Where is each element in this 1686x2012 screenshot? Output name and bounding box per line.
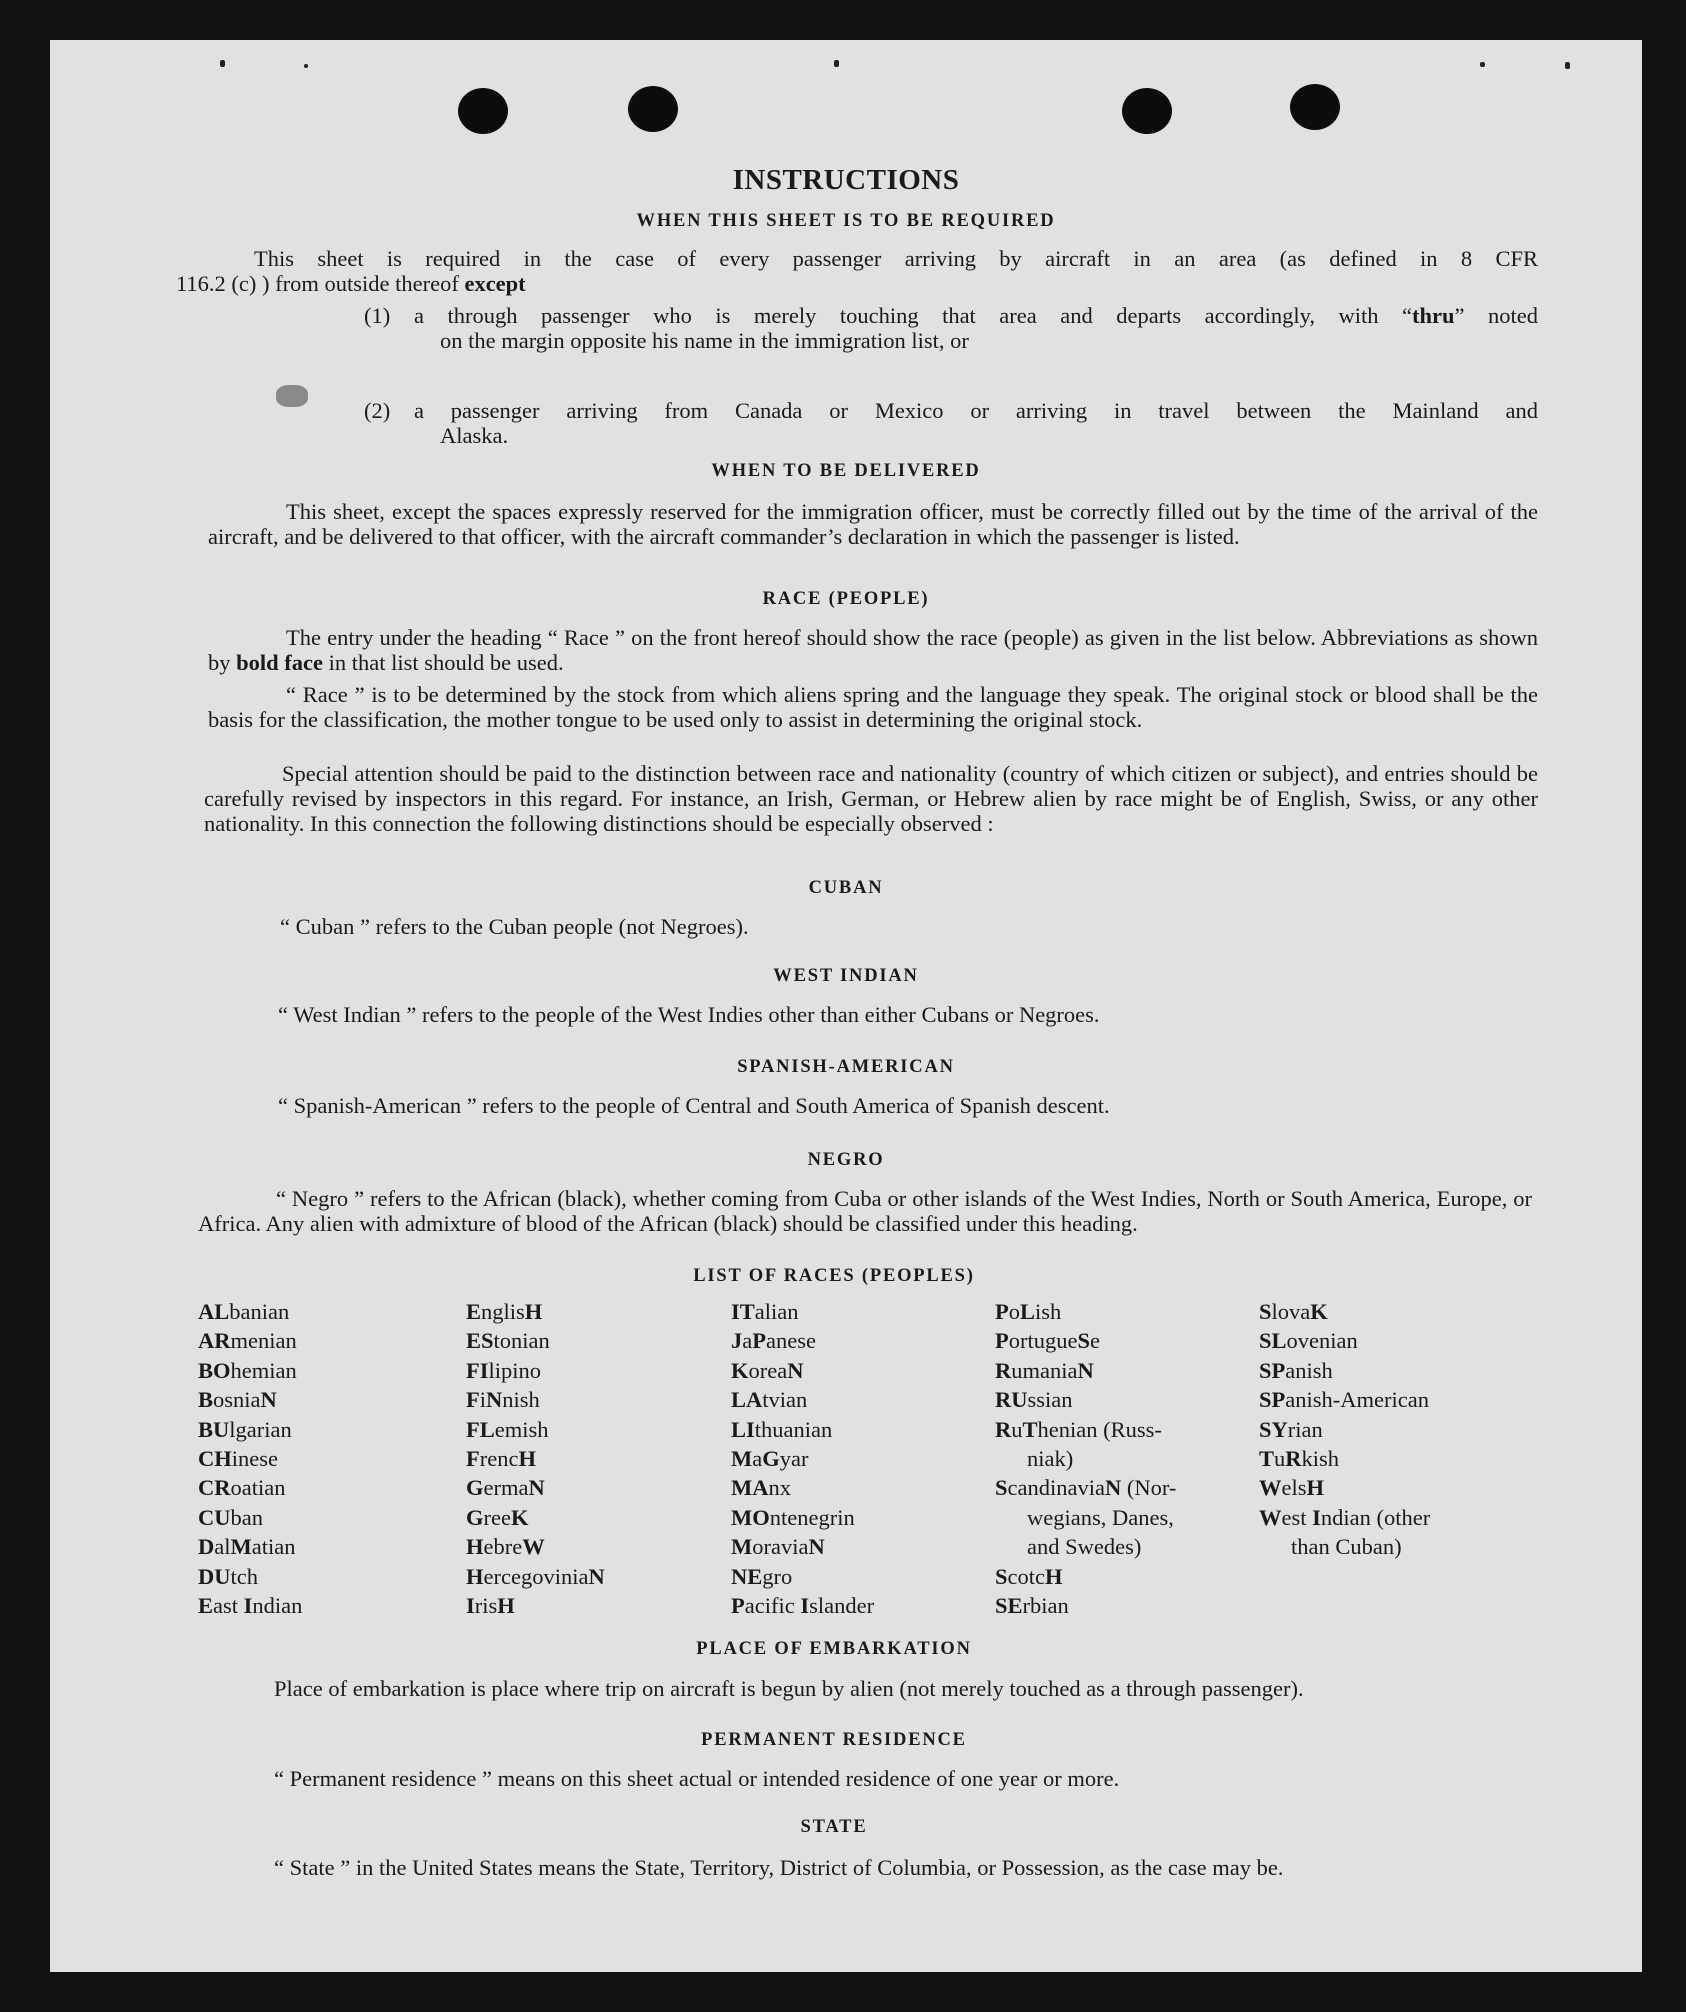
race-abbrev: SE [995, 1593, 1023, 1619]
race-text: tonian [493, 1328, 550, 1354]
race-abbrev: B [198, 1387, 214, 1413]
race-text: lipino [488, 1357, 542, 1383]
race-abbrev: F [466, 1446, 480, 1472]
item-text [414, 398, 1538, 448]
race-entry [198, 1444, 302, 1473]
item-text [414, 303, 1538, 353]
heading-embarkation: PLACE OF EMBARKATION [696, 1639, 972, 1659]
race-abbrev: CH [198, 1446, 232, 1472]
race-entry [198, 1385, 302, 1414]
race-abbrev: G [466, 1475, 484, 1501]
race-text: ree [483, 1504, 511, 1530]
race-text: cotc [1007, 1563, 1045, 1589]
race-text: yar [779, 1446, 809, 1472]
race-text: candinavia [1007, 1475, 1105, 1501]
race-entry [466, 1415, 605, 1444]
race-abbrev: ES [466, 1328, 494, 1354]
race-text: ban [230, 1504, 263, 1530]
race-entry [198, 1473, 302, 1502]
race-abbrev: AR [198, 1328, 231, 1354]
race-text: umania [1011, 1357, 1078, 1383]
race-abbrev: MO [731, 1504, 770, 1530]
document-page [50, 40, 1642, 1972]
page-title: INSTRUCTIONS [732, 164, 960, 196]
race-text: lgarian [229, 1416, 292, 1442]
race-entry [995, 1503, 1176, 1532]
race-abbrev: T [1259, 1446, 1275, 1472]
race-text: (Nor- [1121, 1475, 1177, 1501]
heading-negro: NEGRO [807, 1150, 885, 1170]
race-abbrev: CU [198, 1504, 231, 1530]
race-abbrev: H [466, 1534, 484, 1560]
race-entry [995, 1444, 1176, 1473]
heading-permanent-residence: PERMANENT RESIDENCE [701, 1730, 967, 1750]
heading-spanish-american: SPANISH-AMERICAN [737, 1057, 955, 1077]
race-text: a [752, 1446, 763, 1472]
race-entry [466, 1297, 605, 1326]
race-abbrev: E [466, 1299, 482, 1324]
race-abbrev: M [731, 1534, 753, 1560]
heading-west-indian: WEST INDIAN [773, 966, 919, 986]
speck [1565, 62, 1570, 69]
required-intro-line1: This sheet is required in the case of every passenger arriving by aircraft in an area (as defined in 8 CFR [254, 246, 1538, 271]
race-entry [466, 1356, 605, 1385]
race-entry [466, 1326, 605, 1355]
race-abbrev: N [588, 1563, 605, 1589]
race-abbrev: S [1259, 1299, 1272, 1324]
race-abbrev: J [731, 1328, 743, 1354]
race-entry [198, 1562, 302, 1591]
race-abbrev: S [995, 1563, 1008, 1589]
race-text: nx [768, 1475, 791, 1501]
race-abbrev: R [1285, 1446, 1302, 1472]
required-intro-except: except [464, 271, 526, 296]
race-entry [731, 1326, 874, 1355]
race-abbrev: K [510, 1504, 529, 1530]
cuban-text: “ Cuban ” refers to the Cuban people (not Negroes). [280, 914, 749, 939]
race-text: i [479, 1387, 487, 1413]
race-abbrev: L [1020, 1299, 1036, 1324]
race-entry [1259, 1356, 1430, 1385]
race-text: gro [762, 1563, 793, 1589]
race-abbrev: I [243, 1593, 253, 1619]
required-item-2 [364, 398, 1538, 450]
race-entry [995, 1356, 1176, 1385]
race-abbrev: W [1259, 1504, 1282, 1530]
races-column-2 [466, 1297, 605, 1620]
race-entry [731, 1532, 874, 1561]
race-abbrev: F [466, 1387, 480, 1413]
item1-line1-end: ” noted [1454, 303, 1538, 328]
race-text: rian [1287, 1416, 1323, 1442]
race-abbrev: SL [1259, 1328, 1287, 1354]
race-text: tvian [762, 1387, 808, 1413]
race-text: oravia [752, 1534, 809, 1560]
race-entry [731, 1591, 874, 1620]
required-intro [176, 246, 1538, 296]
heading-race: RACE (PEOPLE) [762, 589, 930, 609]
race-paragraph-2 [208, 682, 1538, 732]
heading-when-delivered: WHEN TO BE DELIVERED [711, 461, 981, 481]
speck [1480, 62, 1485, 67]
race-abbrev: BU [198, 1416, 230, 1442]
race-abbrev: M [230, 1534, 252, 1560]
race-abbrev: BO [198, 1357, 231, 1383]
race-abbrev: N [1104, 1475, 1122, 1501]
race-abbrev: FL [466, 1416, 495, 1442]
race-entry [198, 1297, 302, 1326]
residence-text: “ Permanent residence ” means on this sheet actual or intended residence of one year or more. [274, 1766, 1120, 1791]
race-abbrev: I [1312, 1504, 1321, 1530]
race-text: slander [809, 1593, 875, 1619]
race-text: henian (Russ- [1037, 1416, 1162, 1442]
race-text: kish [1301, 1446, 1340, 1472]
race-entry [731, 1385, 874, 1414]
race-text: al [214, 1534, 231, 1560]
race-entry [466, 1473, 605, 1502]
race-text: niak) [1027, 1446, 1074, 1472]
race-abbrev: I [466, 1593, 475, 1619]
race-p1-end: in that list should be used. [328, 650, 564, 675]
race-abbrev: R [995, 1357, 1012, 1383]
race-abbrev: P [731, 1593, 745, 1619]
race-abbrev: P [752, 1328, 766, 1354]
race-text: ish [1035, 1299, 1062, 1324]
race-text: els [1281, 1475, 1307, 1501]
race-abbrev: K [1310, 1299, 1328, 1324]
race-abbrev: MA [731, 1475, 769, 1501]
race-text: ortugue [1008, 1328, 1078, 1354]
race-text: est [1281, 1504, 1313, 1530]
race-text: rbian [1022, 1593, 1069, 1619]
race-abbrev: SP [1259, 1387, 1286, 1413]
delivered-text [208, 499, 1538, 549]
race-entry [731, 1356, 874, 1385]
required-intro-line2 [176, 271, 1538, 296]
race-abbrev: FI [466, 1357, 489, 1383]
item1-thru: thru [1412, 303, 1455, 328]
punch-hole-4 [1290, 84, 1340, 130]
required-item-1 [364, 303, 1538, 355]
race-entry [1259, 1415, 1430, 1444]
race-abbrev: P [995, 1299, 1009, 1324]
race-entry [466, 1591, 605, 1620]
speck [834, 60, 839, 67]
race-abbrev: H [518, 1446, 536, 1472]
race-text: renc [479, 1446, 519, 1472]
embarkation-text [196, 1674, 1532, 1703]
race-text: ndian [252, 1593, 303, 1619]
race-abbrev: N [528, 1475, 545, 1501]
west-indian-text: “ West Indian ” refers to the people of the West Indies other than either Cubans or Negroes. [278, 1002, 1100, 1027]
race-p3: Special attention should be paid to the distinction between race and nationality (country of which citizen or subject), and entries should be carefully revised by inspectors in this regard. For instance, an Irish, German, or Hebrew alien by race might be of English, Swiss, or any other nationality. In this connection the following distinctions should be especially observed : [204, 761, 1538, 836]
race-abbrev: N [260, 1387, 277, 1413]
race-entry [731, 1415, 874, 1444]
races-column-5 [1259, 1297, 1430, 1562]
race-abbrev: I [800, 1593, 810, 1619]
race-entry [198, 1591, 302, 1620]
speck [304, 64, 308, 68]
race-text: inese [231, 1446, 278, 1472]
race-entry [731, 1444, 874, 1473]
race-text: osnia [213, 1387, 261, 1413]
race-p2: “ Race ” is to be determined by the stock from which aliens spring and the language they speak. The original stock or blood shall be the basis for the classification, the mother tongue to be used only to assist in determining the original stock. [208, 682, 1538, 732]
race-entry [1259, 1444, 1430, 1473]
race-abbrev: SP [1259, 1357, 1286, 1383]
race-entry [1259, 1326, 1430, 1355]
race-text: oatian [230, 1475, 286, 1501]
race-text: lova [1271, 1299, 1311, 1324]
race-abbrev: P [995, 1328, 1009, 1354]
race-entry [731, 1503, 874, 1532]
race-entry [995, 1532, 1176, 1561]
race-entry [198, 1503, 302, 1532]
race-abbrev: IT [731, 1299, 755, 1324]
race-text: wegians, Danes, [1027, 1504, 1174, 1530]
race-text: o [1008, 1299, 1020, 1324]
race-abbrev: CR [198, 1475, 231, 1501]
race-text: emish [494, 1416, 549, 1442]
race-text: ovenian [1286, 1328, 1358, 1354]
race-entry [466, 1444, 605, 1473]
race-abbrev: N [787, 1357, 804, 1383]
punch-hole-3 [1122, 88, 1172, 134]
race-entry [995, 1297, 1176, 1326]
race-entry [466, 1562, 605, 1591]
race-entry [1259, 1503, 1430, 1532]
item1-line1-text: a through passenger who is merely touching that area and departs accordingly, with “ [414, 303, 1413, 328]
race-entry [995, 1415, 1176, 1444]
race-entry [198, 1326, 302, 1355]
race-text: ebre [483, 1534, 523, 1560]
race-text: alian [754, 1299, 799, 1324]
race-entry [198, 1415, 302, 1444]
race-entry [466, 1532, 605, 1561]
race-entry [466, 1385, 605, 1414]
race-text: banian [229, 1299, 290, 1324]
embarkation-paragraph: Place of embarkation is place where trip on aircraft is begun by alien (not merely touched as a through passenger). [274, 1676, 1304, 1701]
ink-smudge [276, 385, 308, 407]
race-abbrev: H [1306, 1475, 1325, 1501]
race-text: thuanian [754, 1416, 833, 1442]
race-text: and Swedes) [1027, 1534, 1142, 1560]
race-abbrev: M [731, 1446, 753, 1472]
item2-line1: a passenger arriving from Canada or Mexico or arriving in travel between the Mainland and [414, 398, 1538, 423]
race-abbrev: R [995, 1416, 1012, 1442]
item-number: (1) [364, 303, 391, 328]
race-abbrev: DU [198, 1563, 231, 1589]
race-text: ercegovinia [483, 1563, 589, 1589]
race-abbrev: RU [995, 1387, 1028, 1413]
punch-hole-2 [628, 86, 678, 132]
race-text: nish [502, 1387, 540, 1413]
race-abbrev: H [497, 1593, 515, 1619]
race-abbrev: H [466, 1563, 484, 1589]
race-abbrev: SY [1259, 1416, 1288, 1442]
race-abbrev: G [762, 1446, 780, 1472]
race-text: nglis [481, 1299, 525, 1324]
race-abbrev: D [198, 1534, 215, 1560]
race-text: anish [1285, 1357, 1333, 1383]
race-paragraph-1 [208, 625, 1538, 675]
race-text: anish-American [1285, 1387, 1429, 1413]
race-abbrev: S [1077, 1328, 1090, 1354]
item-number: (2) [364, 398, 391, 423]
race-text: e [1090, 1328, 1100, 1354]
race-abbrev: N [486, 1387, 503, 1413]
race-text: ssian [1027, 1387, 1073, 1413]
heading-cuban: CUBAN [808, 878, 884, 898]
race-entry [995, 1385, 1176, 1414]
race-abbrev: AL [198, 1299, 230, 1324]
negro-text [198, 1186, 1532, 1236]
race-abbrev: H [524, 1299, 543, 1324]
race-entry [198, 1356, 302, 1385]
race-text: erma [483, 1475, 529, 1501]
state-text [196, 1853, 1532, 1883]
race-text: anese [766, 1328, 816, 1354]
race-entry [1259, 1297, 1430, 1326]
race-text: ris [474, 1593, 498, 1619]
state-paragraph: “ State ” in the United States means the State, Territory, District of Columbia, or Possession, as the case may be. [274, 1855, 1284, 1880]
race-text: atian [251, 1534, 296, 1560]
race-abbrev: W [522, 1534, 545, 1560]
race-p1 [208, 625, 1538, 675]
race-entry [1259, 1532, 1430, 1561]
race-text: acific [744, 1593, 801, 1619]
race-abbrev: K [731, 1357, 749, 1383]
race-p1-bold: bold face [236, 650, 323, 675]
item2-line2: Alaska. [440, 423, 509, 448]
races-column-4 [995, 1297, 1176, 1620]
race-abbrev: G [466, 1504, 484, 1530]
race-text: orea [748, 1357, 788, 1383]
race-text: ast [213, 1593, 244, 1619]
race-text: u [1011, 1416, 1023, 1442]
race-abbrev: NE [731, 1563, 763, 1589]
race-entry [466, 1503, 605, 1532]
race-abbrev: LA [731, 1387, 763, 1413]
delivered-paragraph: This sheet, except the spaces expressly reserved for the immigration officer, must be correctly filled out by the time of the arrival of the aircraft, and be delivered to that officer, with the aircraft commander’s declaration in which the passenger is listed. [208, 499, 1538, 549]
races-column-1 [198, 1297, 302, 1620]
heading-list-of-races: LIST OF RACES (PEOPLES) [693, 1266, 975, 1286]
race-abbrev: H [1045, 1563, 1063, 1589]
race-text: a [742, 1328, 753, 1354]
race-entry [1259, 1385, 1430, 1414]
heading-when-required: WHEN THIS SHEET IS TO BE REQUIRED [636, 211, 1056, 231]
race-p1-text: The entry under the heading “ Race ” on the front hereof should show the race (people) as given in the list below. Abbreviations as shown by [208, 625, 1538, 675]
race-abbrev: T [1022, 1416, 1038, 1442]
race-abbrev: S [995, 1475, 1008, 1501]
race-text: menian [230, 1328, 297, 1354]
race-entry [995, 1473, 1176, 1502]
races-column-3 [731, 1297, 874, 1620]
race-abbrev: E [198, 1593, 214, 1619]
item1-line2: on the margin opposite his name in the immigration list, or [440, 328, 969, 353]
race-entry [731, 1297, 874, 1326]
punch-hole-1 [458, 88, 508, 134]
race-entry [995, 1562, 1176, 1591]
race-entry [995, 1591, 1176, 1620]
race-text: hemian [230, 1357, 297, 1383]
race-entry [1259, 1473, 1430, 1502]
race-text: ntenegrin [769, 1504, 855, 1530]
spanish-american-text: “ Spanish-American ” refers to the people of Central and South America of Spanish descent. [278, 1093, 1110, 1118]
race-text: ndian (other [1320, 1504, 1431, 1530]
item1-line1 [414, 303, 1538, 328]
heading-state: STATE [800, 1817, 868, 1837]
race-abbrev: W [1259, 1475, 1282, 1501]
race-abbrev: N [1077, 1357, 1094, 1383]
race-text: tch [230, 1563, 258, 1589]
race-entry [198, 1532, 302, 1561]
race-abbrev: LI [731, 1416, 755, 1442]
race-entry [995, 1326, 1176, 1355]
race-entry [731, 1473, 874, 1502]
negro-paragraph: “ Negro ” refers to the African (black), whether coming from Cuba or other islands of the West Indies, North or South America, Europe, or Africa. Any alien with admixture of blood of the African (black) should be classified under this heading. [198, 1186, 1532, 1236]
race-paragraph-3 [204, 761, 1538, 836]
required-intro-line2-text: 116.2 (c) ) from outside thereof [176, 271, 459, 296]
race-entry [731, 1562, 874, 1591]
race-abbrev: N [808, 1534, 825, 1560]
race-text: than Cuban) [1291, 1534, 1402, 1560]
speck [220, 60, 225, 67]
race-text: u [1274, 1446, 1286, 1472]
